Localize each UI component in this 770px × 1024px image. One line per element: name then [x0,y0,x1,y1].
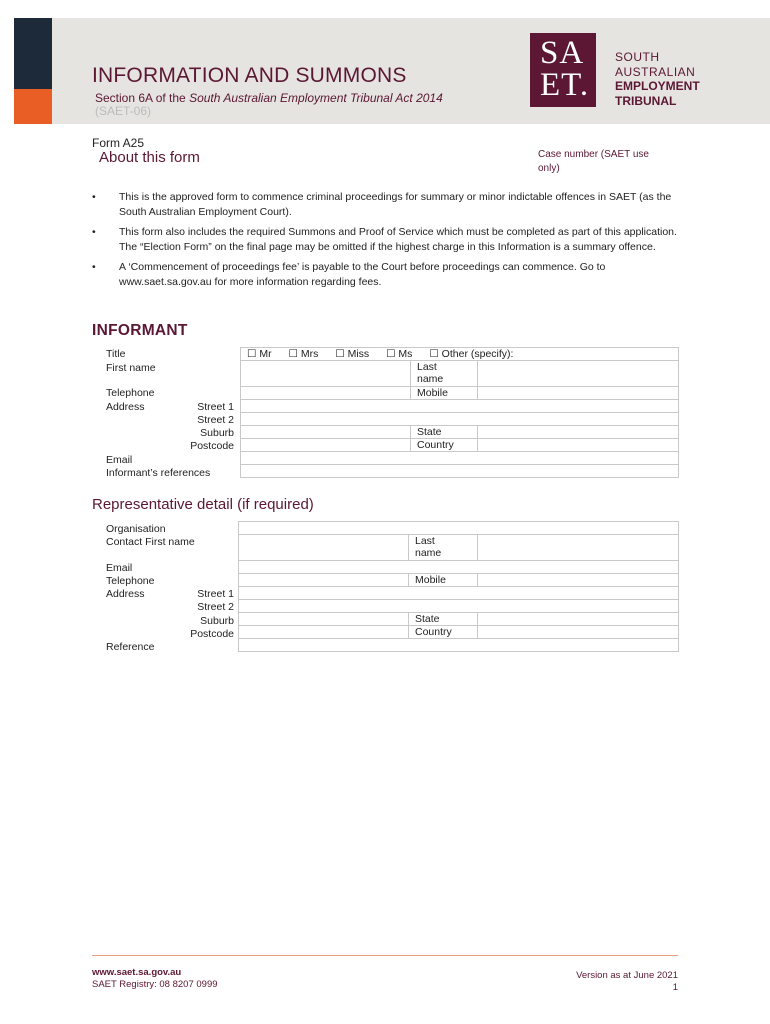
rep-telephone-label: Telephone [106,575,155,587]
accent-bar-navy [14,18,52,89]
about-bullet: • This is the approved form to commence criminal proceedings for summary or minor indictable offences in SAET (as the South Australian Employment Court). [92,191,672,218]
informant-postcode-label: Postcode [190,440,234,452]
informant-telephone-label: Telephone [106,387,155,399]
representative-heading: Representative detail (if required) [92,496,314,513]
page-number: 1 [672,982,678,993]
title-option-miss[interactable]: ☐ Miss [335,348,370,360]
about-bullet: • A ‘Commencement of proceedings fee’ is payable to the Court before proceedings can commence. Go to www.saet.sa.gov.au for more information regarding fees. [92,261,606,288]
rep-reference-field[interactable] [239,639,679,652]
informant-title-options [241,348,679,361]
rep-street2-field[interactable] [239,600,679,613]
rep-state-field[interactable] [478,613,679,626]
page-title: INFORMATION AND SUMMONS [92,64,407,87]
informant-street1-label: Street 1 [197,401,234,413]
informant-street2-label: Street 2 [197,414,234,426]
informant-title-label: Title [106,348,126,360]
title-option-other[interactable]: ☐ Other (specify): [429,348,514,360]
rep-postcode-field[interactable] [239,626,409,639]
act-name: South Australian Employment Tribunal Act 2014 [189,91,443,105]
title-option-ms[interactable]: ☐ Ms [386,348,413,360]
rep-telephone-field[interactable] [239,574,409,587]
page-subtitle: Section 6A of the South Australian Employment Tribunal Act 2014 [95,91,443,105]
rep-mobile-label-cell: Mobile [409,574,478,587]
about-bullet-list [92,190,682,295]
about-bullet: • This form also includes the required Summons and Proof of Service which must be completed as part of this application. The “Election Form” on the final page may be omitted if the highest charge in this Information is a summary offence. [92,226,677,253]
informant-references-field[interactable] [241,465,679,478]
informant-email-label: Email [106,454,133,466]
informant-state-field[interactable] [478,426,679,439]
title-option-mr[interactable]: ☐ Mr [247,348,272,360]
rep-reference-label: Reference [106,641,155,653]
informant-country-label-cell: Country [411,439,478,452]
rep-last-name-field[interactable] [478,535,679,561]
rep-mobile-field[interactable] [478,574,679,587]
rep-country-field[interactable] [478,626,679,639]
informant-first-name-field[interactable] [241,361,411,387]
rep-email-field[interactable] [239,561,679,574]
informant-postcode-field[interactable] [241,439,411,452]
about-heading: About this form [99,149,200,166]
rep-organisation-label: Organisation [106,523,166,535]
rep-suburb-label: Suburb [200,615,234,627]
informant-suburb-label: Suburb [200,427,234,439]
saet-logo-text: SOUTH AUSTRALIAN EMPLOYMENT TRIBUNAL [615,50,700,108]
informant-street2-field[interactable] [241,413,679,426]
informant-mobile-label-cell: Mobile [411,387,478,400]
informant-last-name-field[interactable] [478,361,679,387]
informant-suburb-field[interactable] [241,426,411,439]
informant-heading: INFORMANT [92,322,188,339]
rep-last-name-label-cell: Last name [409,535,478,561]
version-text: Version as at June 2021 [576,970,678,981]
rep-street1-field[interactable] [239,587,679,600]
footer-version [576,970,678,994]
informant-telephone-field[interactable] [241,387,411,400]
informant-address-label: Address [106,401,145,413]
informant-street1-field[interactable] [241,400,679,413]
informant-state-label-cell: State [411,426,478,439]
rep-email-label: Email [106,562,133,574]
footer-registry: SAET Registry: 08 8207 0999 [92,979,218,990]
informant-references-label: Informant’s references [106,467,211,479]
rep-street1-label: Street 1 [197,588,234,600]
footer-contact [92,967,218,991]
informant-first-name-label: First name [106,362,156,374]
rep-street2-label: Street 2 [197,601,234,613]
saet-logo-mark: SA ET. [530,33,596,107]
footer-divider [92,955,678,956]
footer-website-link[interactable]: www.saet.sa.gov.au [92,967,182,978]
representative-grid [238,521,679,652]
informant-last-name-label-cell: Last name [411,361,478,387]
rep-organisation-field[interactable] [239,522,679,535]
form-number: Form A25 [92,136,145,150]
rep-country-label-cell: Country [409,626,478,639]
rep-state-label-cell: State [409,613,478,626]
rep-postcode-label: Postcode [190,628,234,640]
rep-contact-first-name-label: Contact First name [106,536,195,548]
form-code: (SAET-06) [95,104,152,118]
case-number-label: Case number (SAET use only) [538,149,649,174]
informant-grid [240,347,679,478]
rep-first-name-field[interactable] [239,535,409,561]
rep-suburb-field[interactable] [239,613,409,626]
accent-bar-orange [14,89,52,124]
rep-address-label: Address [106,588,145,600]
title-option-mrs[interactable]: ☐ Mrs [288,348,319,360]
informant-mobile-field[interactable] [478,387,679,400]
informant-email-field[interactable] [241,452,679,465]
informant-country-field[interactable] [478,439,679,452]
